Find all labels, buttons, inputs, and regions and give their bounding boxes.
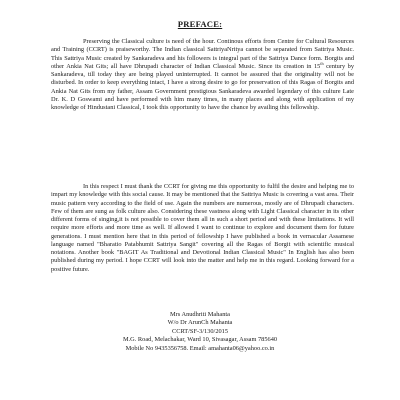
preface-title: PREFACE: bbox=[177, 19, 223, 29]
preface-paragraph-2: In this respect I must thank the CCRT for giving me this opportunity to fulfil the desire and helping me to impart my knowledge with this social cause. It may be mentioned that the Sattriya Music is covering a vast area. Their music pattern very according to the field of use. Again the numbers are numerous, mostly are of Dhrupadi characters. Few of them are sung as folk culture also. Considering these vastness along with Light Classical character in its other different forms of singing,it is not possible to cover them all in such a short period and with these limitations. It will require more efforts and more time as well. If allowed I want to continue to explore and document them for future generations. I must mention here that in this period of fellowship I have published a book in vernacular Assamese language named "Bharatio Patabhumit Sattriya Sangit" covering all the Ragas of Borgit with scientific musical notations. Another book "BAGIT As Traditional and Devotional Indian Classical Music" In English has also been published during my period. I hope CCRT will look into the matter and help me in this regard. Looking forward for a positive future. bbox=[51, 183, 354, 273]
fellowship-reference: CCRT/SF-3/130/2015 bbox=[171, 327, 229, 335]
paragraph-1-text-end: century by Sankaradeva, till today they are being played uninterrupted. It cannot be assured that the originality will not be disturbed. In order to keep everything intact, I have a strong desire to go for preservation of this Ragas of Borgits and Ankia Nat Gits from my father, Assam Government prestigious Sankaradeva awarded legendary of this culture Late Dr. K. D Goswami and have performed with him many times, in many places and along with application of my knowledge of Hindustani Classical, I took this opportunity to have the chance by availing this fellowship. bbox=[51, 62, 354, 111]
author-name: Mrs Anudhriti Mahanta bbox=[170, 311, 230, 318]
author-relation: W/o Dr ArunCh Mahanta bbox=[167, 319, 233, 327]
preface-paragraph-1 bbox=[51, 38, 354, 112]
ordinal-superscript: th bbox=[320, 60, 324, 66]
paragraph-1-text-start: Preserving the Classical culture is need of the hour. Continous efforts from Centre for Cultural Resources and Training (CCRT) is praiseworthy. The Indian classical SattriyaNritya cannot be separated from Sattriya Music. This Sattriya Music created by Sankaradeva and his followers is integral part of the Sattriya Dance form. Borgits and other Ankia Nat Gits; all have Dhrupadi character of Indian Classical Music. Since its creation in 15 bbox=[51, 38, 354, 70]
author-contact: Mobile No 9435356758. Email: amahanta06@yahoo.co.in bbox=[125, 344, 275, 352]
author-address: M.G. Road, Melachakar, Ward 10, Sivasagar, Assam 785640 bbox=[122, 336, 278, 344]
signature-block bbox=[0, 311, 400, 353]
